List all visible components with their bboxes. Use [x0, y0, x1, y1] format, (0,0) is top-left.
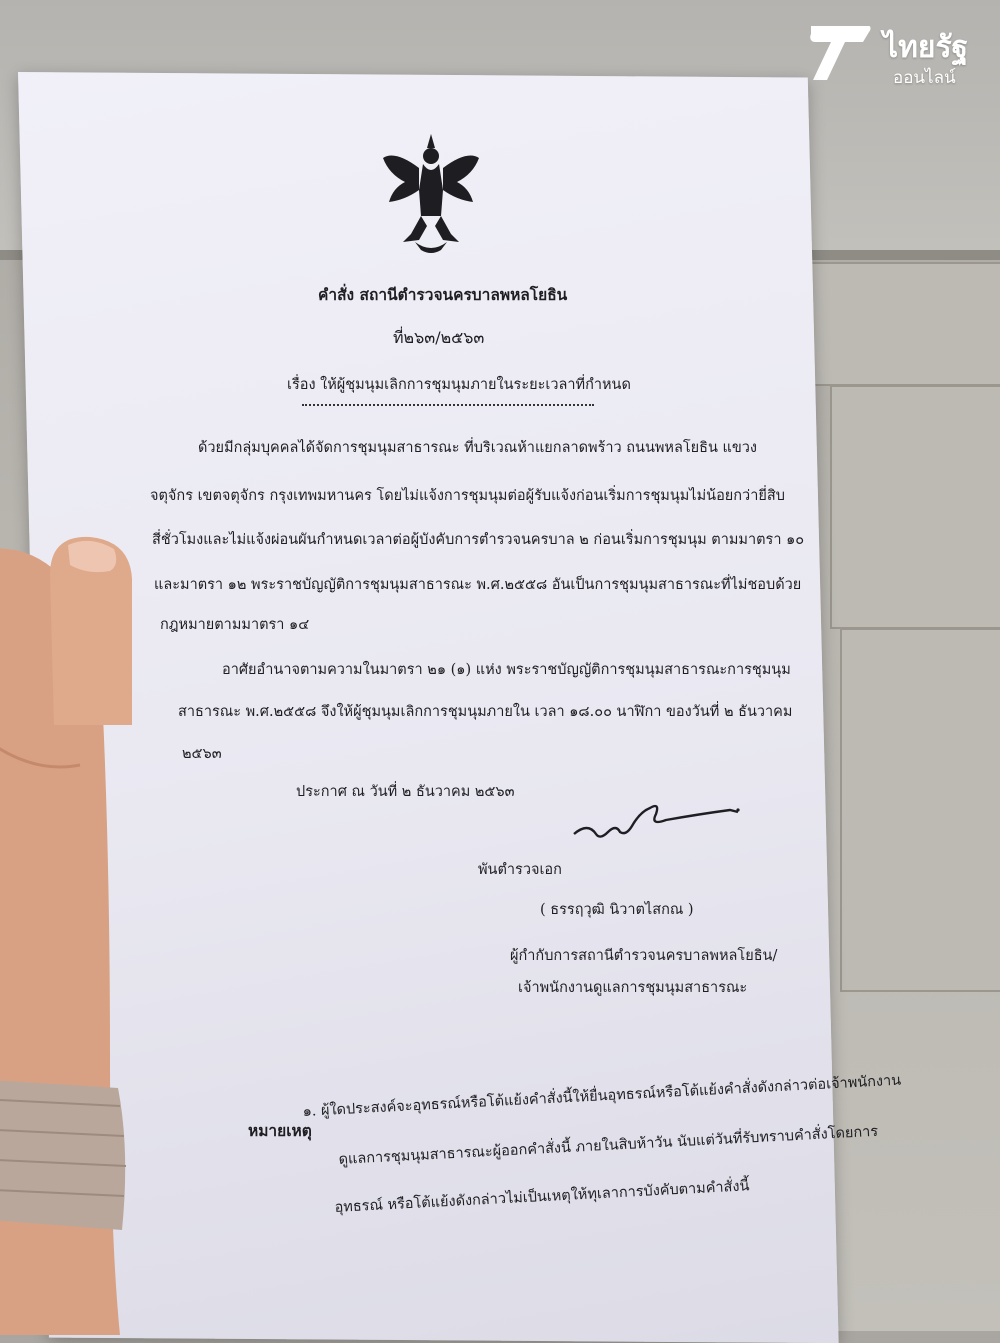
order-subject: เรื่อง ให้ผู้ชุมนุมเลิกการชุมนุมภายในระยะเวลาที่กำหนด — [287, 377, 631, 393]
signer-name: ( ธรรฤวุฒิ นิวาตไสกณ ) — [540, 902, 694, 918]
paragraph-2-line: อาศัยอำนาจตามความในมาตรา ๒๑ (๑) แห่ง พระราชบัญญัติการชุมนุมสาธารณะการชุมนุม — [222, 662, 791, 678]
signer-rank: พันตำรวจเอก — [478, 862, 562, 878]
watch-band — [0, 1080, 140, 1230]
paragraph-1-line: และมาตรา ๑๒ พระราชบัญญัติการชุมนุมสาธารณะ พ.ศ.๒๕๕๘ อันเป็นการชุมนุมสาธารณะที่ไม่ชอบด้วย — [154, 577, 802, 593]
document-title: คำสั่ง สถานีตำรวจนครบาลพหลโยธิน — [318, 285, 568, 304]
paragraph-2-line: ๒๕๖๓ — [182, 746, 222, 762]
separator-dots — [302, 404, 594, 406]
signature — [570, 792, 745, 852]
note-line: อุทธรณ์ หรือโต้แย้งดังกล่าวไม่เป็นเหตุให้ทุเลาการบังคับตามคำสั่งนี้ — [334, 1178, 750, 1216]
thumb — [40, 535, 135, 725]
brand-subtitle: ออนไลน์ — [893, 68, 956, 88]
paragraph-1-line: สี่ชั่วโมงและไม่แจ้งผ่อนผันกำหนดเวลาต่อผู้บังคับการตำรวจนครบาล ๒ ก่อนเริ่มการชุมนุม ตามมาตรา ๑๐ — [152, 532, 805, 548]
paragraph-1-line: ด้วยมีกลุ่มบุคคลได้จัดการชุมนุมสาธารณะ ที่บริเวณห้าแยกลาดพร้าว ถนนพหลโยธิน แขวง — [198, 440, 757, 456]
order-number: ที่๒๖๓/๒๕๖๓ — [393, 328, 485, 347]
note-line: ๑. ผู้ใดประสงค์จะอุทธรณ์หรือโต้แย้งคำสั่งนี้ให้ยื่นอุทธรณ์หรือโต้แย้งคำสั่งดังกล่าวต่อเจ้าพนักงาน — [302, 1072, 902, 1120]
signer-position: ผู้กำกับการสถานีตำรวจนครบาลพหลโยธิน/ — [510, 948, 778, 964]
note-line: ดูแลการชุมนุมสาธารณะผู้ออกคำสั่งนี้ ภายในสิบห้าวัน นับแต่วันที่รับทราบคำสั่งโดยการ — [338, 1123, 879, 1168]
signer-position: เจ้าพนักงานดูแลการชุมนุมสาธารณะ — [518, 980, 748, 996]
brand-name: ไทยรัฐ — [883, 30, 969, 65]
note-heading: หมายเหตุ — [248, 1121, 312, 1140]
announce-date: ประกาศ ณ วันที่ ๒ ธันวาคม ๒๕๖๓ — [296, 784, 515, 800]
paragraph-1-line: กฎหมายตามมาตรา ๑๔ — [160, 617, 310, 633]
paragraph-1-line: จตุจักร เขตจตุจักร กรุงเทพมหานคร โดยไม่แจ้งการชุมนุมต่อผู้รับแจ้งก่อนเริ่มการชุมนุมไม่น้อยกว่ายี่สิบ — [150, 488, 785, 504]
paragraph-2-line: สาธารณะ พ.ศ.๒๕๕๘ จึงให้ผู้ชุมนุมเลิกการชุมนุมภายใน เวลา ๑๘.๐๐ นาฬิกา ของวันที่ ๒ ธันวาคม — [178, 704, 793, 720]
